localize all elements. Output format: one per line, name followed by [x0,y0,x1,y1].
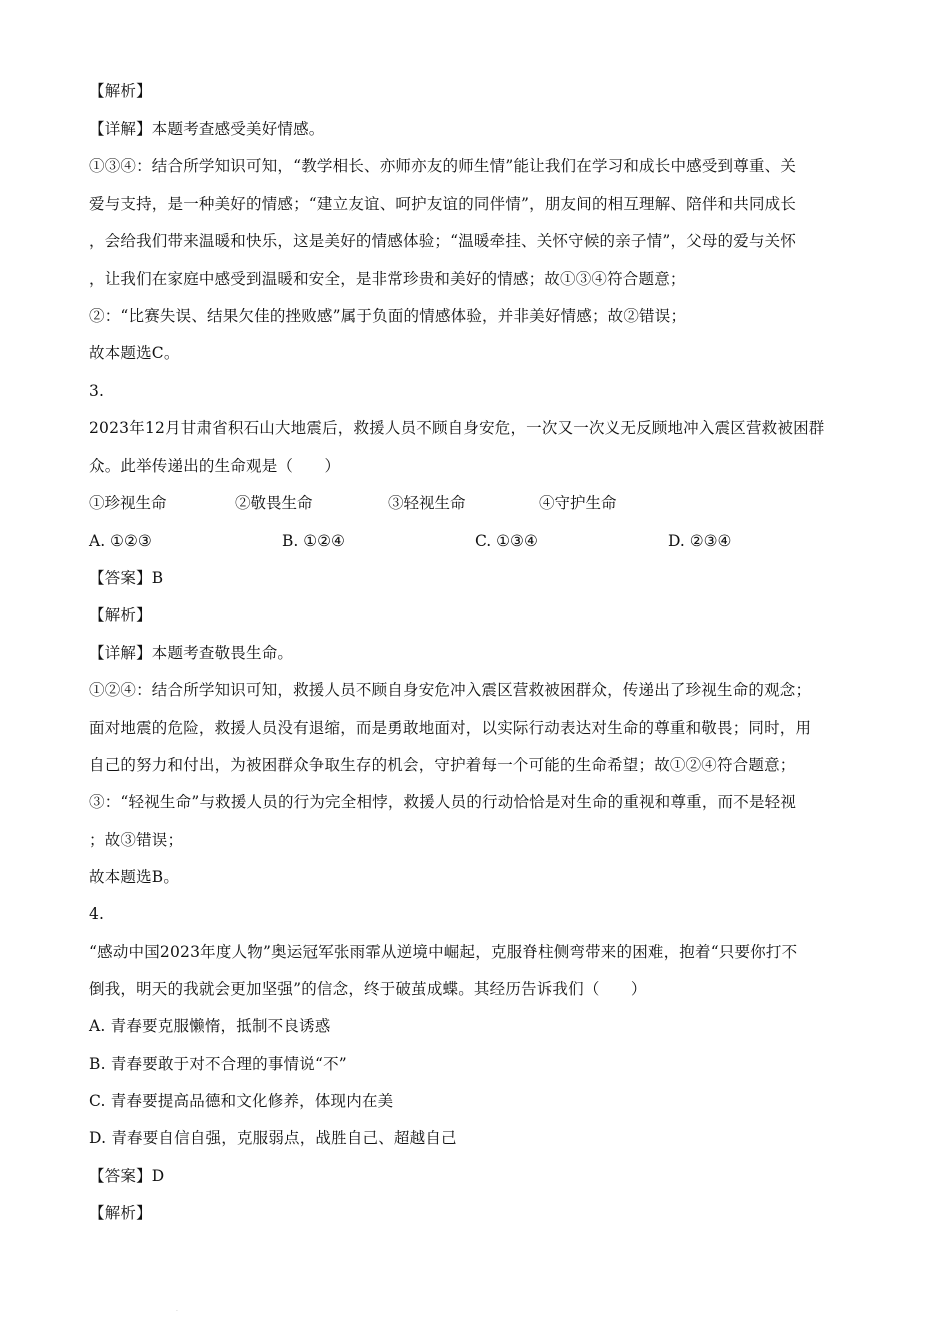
analysis-label: 【解析】 [89,606,152,624]
item: ①珍视生命 [89,494,167,512]
item: ④守护生命 [539,494,617,512]
question-number: 3. [89,382,105,400]
paragraph-line: 自己的努力和付出，为被困群众争取生存的机会，守护着每一个可能的生命希望；故①②④符合题意； [89,756,796,774]
option-c: C. 青春要提高品德和文化修养，体现内在美 [89,1092,394,1110]
item: ②敬畏生命 [235,494,313,512]
paragraph-line: ①③④：结合所学知识可知，“教学相长、亦师亦友的师生情”能让我们在学习和成长中感受到尊重、关 [89,157,797,175]
question-stem: “感动中国2023年度人物”奥运冠军张雨霏从逆境中崛起，克服脊柱侧弯带来的困难，抱着“只要你打不 [89,943,798,961]
option-a: A. 青春要克服懒惰，抵制不良诱惑 [89,1017,331,1035]
option-c: C. ①③④ [475,532,538,550]
option-a: A. ①②③ [89,532,152,550]
item: ③轻视生命 [388,494,466,512]
option-d: D. ②③④ [668,532,732,550]
analysis-label: 【解析】 [89,1204,152,1222]
paragraph-line: ；故③错误； [89,831,184,849]
option-b: B. 青春要敢于对不合理的事情说“不” [89,1055,347,1073]
paragraph-line: ③：“轻视生命”与救援人员的行为完全相悖，救援人员的行动恰恰是对生命的重视和尊重，而不是轻视 [89,793,797,811]
paragraph-line: ①②④：结合所学知识可知，救援人员不顾自身安危冲入震区营救被困群众，传递出了珍视生命的观念； [89,681,812,699]
question-number: 4. [89,905,105,923]
paragraph-line: ，会给我们带来温暖和快乐，这是美好的情感体验；“温暖牵挂、关怀守候的亲子情”，父母的爱与关怀 [89,232,797,250]
analysis-label: 【解析】 [89,82,152,100]
answer-line: 【答案】D [89,1167,165,1185]
conclusion-line: 故本题选B。 [89,868,180,886]
detail-line: 【详解】本题考查感受美好情感。 [89,120,325,138]
option-d: D. 青春要自信自强，克服弱点，战胜自己、超越自己 [89,1129,457,1147]
paragraph-line: ，让我们在家庭中感受到温暖和安全，是非常珍贵和美好的情感；故①③④符合题意； [89,270,686,288]
question-stem: 倒我，明天的我就会更加坚强”的信念，终于破茧成蝶。其经历告诉我们（ ） [89,980,647,998]
footer-mark: · [176,1308,178,1315]
question-stem: 众。此举传递出的生命观是（ ） [89,457,341,475]
paragraph-line: 爱与支持，是一种美好的情感；“建立友谊、呵护友谊的同伴情”，朋友间的相互理解、陪伴和共同成长 [89,195,797,213]
question-stem: 2023年12月甘肃省积石山大地震后，救援人员不顾自身安危，一次又一次义无反顾地冲入震区营救被困群 [89,419,825,437]
paragraph-line: ②：“比赛失误、结果欠佳的挫败感”属于负面的情感体验，并非美好情感；故②错误； [89,307,687,325]
conclusion-line: 故本题选C。 [89,344,180,362]
option-b: B. ①②④ [282,532,345,550]
detail-line: 【详解】本题考查敬畏生命。 [89,644,294,662]
paragraph-line: 面对地震的危险，救援人员没有退缩，而是勇敢地面对，以实际行动表达对生命的尊重和敬畏；同时，用 [89,719,812,737]
answer-line: 【答案】B [89,569,164,587]
